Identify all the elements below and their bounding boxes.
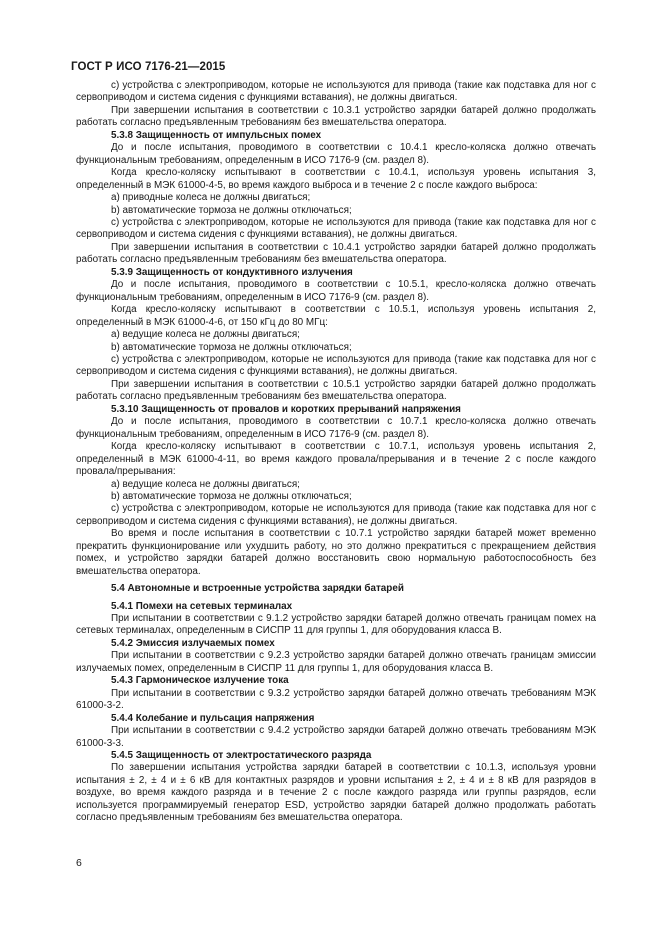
paragraph: Во время и после испытания в соответствии с 10.7.1 устройство зарядки батарей может временно прекратить функционирование или ухудшить работу, но это должно прекратиться с прекращением действия помех, и устройство зарядки батарей должно восстановить свою нормальную работоспособность без вмешательства оператора. bbox=[76, 528, 596, 577]
paragraph: При испытании в соответствии с 9.4.2 устройство зарядки батарей должно отвечать требованиям МЭК 61000-3-3. bbox=[76, 725, 596, 749]
paragraph: с) устройства с электроприводом, которые не используются для привода (такие как подставка для ног с сервоприводом и система сидения с функциями вставания), не должны двигаться. bbox=[76, 80, 596, 104]
paragraph: При завершении испытания в соответствии с 10.5.1 устройство зарядки батарей должно продолжать работать согласно предъявленным требованиям без вмешательства оператора. bbox=[76, 378, 596, 403]
paragraph: При завершении испытания в соответствии с 10.3.1 устройство зарядки батарей должно продолжать работать согласно предъявленным требованиям без вмешательства оператора. bbox=[76, 104, 596, 129]
section-heading: 5.3.10 Защищенность от провалов и коротких прерываний напряжения bbox=[111, 403, 461, 415]
section-heading: 5.4.5 Защищенность от электростатического разряда bbox=[111, 750, 372, 762]
section-heading: 5.3.9 Защищенность от кондуктивного излучения bbox=[111, 266, 353, 278]
paragraph: При испытании в соответствии с 9.1.2 устройство зарядки батарей должно отвечать границам помех на сетевых терминалах, определенным в СИСПР 11 для группы 1, для оборудования класса В. bbox=[76, 613, 596, 637]
paragraph: с) устройства с электроприводом, которые не используются для привода (такие как подставка для ног с сервоприводом и система сидения с функциями вставания), не должны двигаться. bbox=[76, 216, 596, 241]
page-number: 6 bbox=[76, 857, 82, 869]
paragraph: До и после испытания, проводимого в соответствии с 10.5.1, кресло-коляска должно отвечать функциональным требованиям, определенным в ИСО 7176-9 (см. раздел 8). bbox=[76, 279, 596, 303]
section-heading: 5.4.2 Эмиссия излучаемых помех bbox=[111, 637, 275, 649]
paragraph: b) автоматические тормоза не должны отключаться; bbox=[111, 490, 352, 502]
section-heading: 5.4.1 Помехи на сетевых терминалах bbox=[111, 600, 293, 612]
paragraph: При завершении испытания в соответствии с 10.4.1 устройство зарядки батарей должно продолжать работать согласно предъявленным требованиям без вмешательства оператора. bbox=[76, 241, 596, 266]
paragraph: с) устройства с электроприводом, которые не используются для привода (такие как подставка для ног с сервоприводом и система сидения с функциями вставания), не должны двигаться. bbox=[76, 503, 596, 527]
paragraph: с) устройства с электроприводом, которые не используются для привода (такие как подставка для ног с сервоприводом и система сидения с функциями вставания), не должны двигаться. bbox=[76, 353, 596, 378]
paragraph: При испытании в соответствии с 9.3.2 устройство зарядки батарей должно отвечать требованиям МЭК 61000-3-2. bbox=[76, 687, 596, 712]
paragraph: b) автоматические тормоза не должны отключаться; bbox=[111, 341, 352, 353]
paragraph: b) автоматические тормоза не должны отключаться; bbox=[111, 204, 352, 216]
paragraph: При испытании в соответствии с 9.2.3 устройство зарядки батарей должно отвечать границам эмиссии излучаемых помех, определенным в СИСПР 11 для группы 1, для оборудования класса В. bbox=[76, 650, 596, 674]
document-header: ГОСТ Р ИСО 7176-21—2015 bbox=[71, 61, 226, 73]
document-body bbox=[76, 80, 596, 825]
section-heading: 5.4.3 Гармоническое излучение тока bbox=[111, 675, 289, 687]
paragraph: a) приводные колеса не должны двигаться; bbox=[111, 192, 311, 204]
paragraph: Когда кресло-коляску испытывают в соответствии с 10.4.1, используя уровень испытания 3, определенный в МЭК 61000-4-5, во время каждого выброса и в течение 2 с после каждого выброса: bbox=[76, 167, 596, 191]
paragraph: a) ведущие колеса не должны двигаться; bbox=[111, 329, 300, 341]
section-heading: 5.3.8 Защищенность от импульсных помех bbox=[111, 129, 322, 141]
paragraph: Когда кресло-коляску испытывают в соответствии с 10.5.1, используя уровень испытания 2, определенный в МЭК 61000-4-6, от 150 кГц до 80 МГц: bbox=[76, 304, 596, 328]
paragraph: До и после испытания, проводимого в соответствии с 10.4.1 кресло-коляска должно отвечать функциональным требованиям, определенным в ИСО 7176-9 (см. раздел 8). bbox=[76, 142, 596, 166]
paragraph: До и после испытания, проводимого в соответствии с 10.7.1 кресло-коляска должно отвечать функциональным требованиям, определенным в ИСО 7176-9 (см. раздел 8). bbox=[76, 416, 596, 440]
paragraph: По завершении испытания устройства зарядки батарей в соответствии с 10.1.3, используя уровни испытания ± 2, ± 4 и ± 6 кВ для контактных разрядов и уровни испытания ± 2, ± 4 и ± 8 кВ для разрядов в воздухе, во время каждого разряда и в течение 2 с после каждого разряда или группы разрядов, если используется программируемый генератор ESD, устройство зарядки батарей должно продолжать работать согласно предъявленным требованиям без вмешательства оператора. bbox=[76, 762, 596, 824]
section-heading: 5.4.4 Колебание и пульсация напряжения bbox=[111, 712, 315, 724]
paragraph: Когда кресло-коляску испытывают в соответствии с 10.7.1, используя уровень испытания 2, определенный в МЭК 61000-4-11, во время каждого провала/прерывания и в течение 2 с после каждого провала/прерывания: bbox=[76, 441, 596, 478]
paragraph: a) ведущие колеса не должны двигаться; bbox=[111, 478, 300, 490]
section-heading: 5.4 Автономные и встроенные устройства зарядки батарей bbox=[111, 583, 404, 595]
